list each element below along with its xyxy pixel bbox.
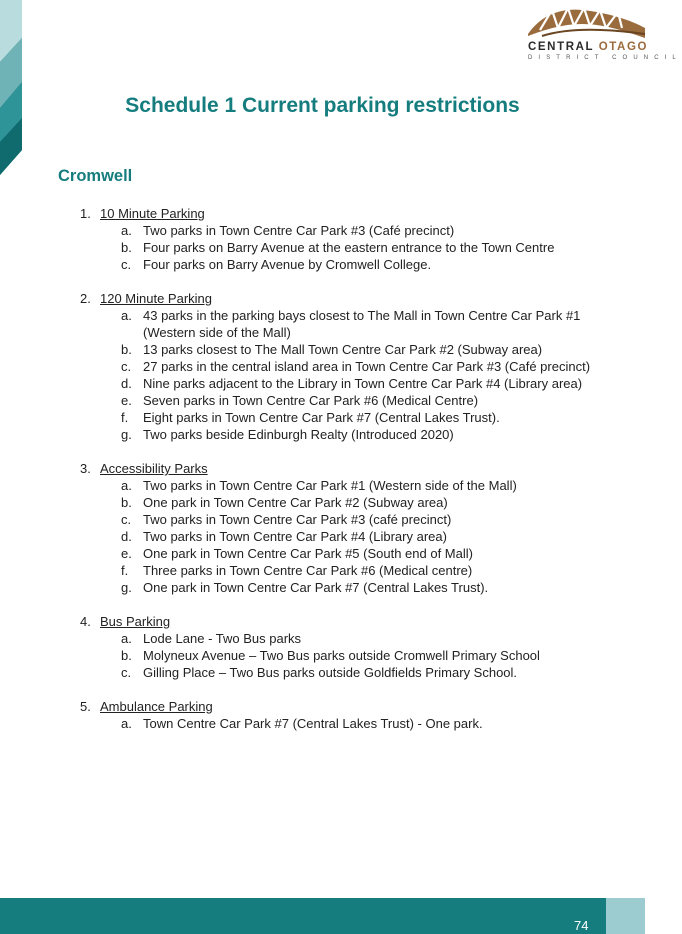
list-item [0, 426, 645, 443]
group-heading: 120 Minute Parking [100, 291, 213, 306]
group-number: 5. [80, 699, 91, 714]
list-item [0, 239, 645, 256]
item-letter: c. [121, 359, 132, 374]
item-letter: a. [121, 478, 132, 493]
item-letter: b. [121, 495, 132, 510]
item-letter: a. [121, 631, 132, 646]
item-text: Two parks in Town Centre Car Park #3 (café precinct) [143, 512, 452, 527]
item-letter: e. [121, 393, 132, 408]
item-text: Two parks in Town Centre Car Park #3 (Café precinct) [143, 223, 455, 238]
footer-accent-block [606, 898, 645, 934]
list-group-ambulance [0, 698, 645, 732]
list-group-bus [0, 613, 645, 681]
item-text: Four parks on Barry Avenue at the eastern entrance to the Town Centre [143, 240, 555, 255]
item-text: Three parks in Town Centre Car Park #6 (Medical centre) [143, 563, 473, 578]
group-number: 1. [80, 206, 91, 221]
corner-decoration [0, 0, 30, 175]
group-heading: Accessibility Parks [100, 461, 208, 476]
list-item [0, 528, 645, 545]
section-title: Cromwell [58, 167, 133, 185]
item-text: 27 parks in the central island area in Town Centre Car Park #3 (Café precinct) [143, 359, 591, 374]
list-item [0, 307, 645, 341]
item-text: Gilling Place – Two Bus parks outside Goldfields Primary School. [143, 665, 518, 680]
list-item [0, 494, 645, 511]
item-text: 43 parks in the parking bays closest to The Mall in Town Centre Car Park #1 (Western side of the Mall) [143, 308, 581, 340]
item-text: Eight parks in Town Centre Car Park #7 (Central Lakes Trust). [143, 410, 500, 425]
item-letter: f. [121, 410, 129, 425]
group-heading: 10 Minute Parking [100, 206, 205, 221]
list-group-accessibility [0, 460, 645, 596]
item-letter: e. [121, 546, 132, 561]
item-letter: a. [121, 223, 132, 238]
item-text: One park in Town Centre Car Park #5 (South end of Mall) [143, 546, 473, 561]
item-text: Two parks in Town Centre Car Park #1 (Western side of the Mall) [143, 478, 517, 493]
item-text: Two parks beside Edinburgh Realty (Introduced 2020) [143, 427, 454, 442]
item-letter: d. [121, 376, 132, 391]
list-item [0, 392, 645, 409]
list-item [0, 341, 645, 358]
item-letter: b. [121, 240, 132, 255]
item-letter: g. [121, 427, 132, 442]
item-letter: b. [121, 648, 132, 663]
item-text: 13 parks closest to The Mall Town Centre Car Park #2 (Subway area) [143, 342, 543, 357]
item-letter: b. [121, 342, 132, 357]
item-letter: a. [121, 308, 132, 323]
group-number: 2. [80, 291, 91, 306]
item-text: Four parks on Barry Avenue by Cromwell College. [143, 257, 432, 272]
item-letter: c. [121, 512, 132, 527]
list-item [0, 579, 645, 596]
item-letter: a. [121, 716, 132, 731]
list-item [0, 545, 645, 562]
list-item [0, 562, 645, 579]
item-text: Lode Lane - Two Bus parks [143, 631, 302, 646]
page-number: 74 [574, 918, 589, 933]
item-text: One park in Town Centre Car Park #2 (Subway area) [143, 495, 448, 510]
logo-subtitle: DISTRICT COUNCIL [528, 55, 682, 61]
list-item [0, 375, 645, 392]
group-number: 4. [80, 614, 91, 629]
council-logo [522, 4, 682, 66]
list-group-120-minute [0, 290, 645, 443]
list-item [0, 358, 645, 375]
group-heading: Bus Parking [100, 614, 171, 629]
list-item [0, 647, 645, 664]
item-text: Nine parks adjacent to the Library in Town Centre Car Park #4 (Library area) [143, 376, 583, 391]
list-item [0, 664, 645, 681]
list-item [0, 256, 645, 273]
item-text: One park in Town Centre Car Park #7 (Central Lakes Trust). [143, 580, 489, 595]
item-letter: d. [121, 529, 132, 544]
group-number: 3. [80, 461, 91, 476]
page-title: Schedule 1 Current parking restrictions [125, 94, 520, 117]
item-text: Seven parks in Town Centre Car Park #6 (Medical Centre) [143, 393, 479, 408]
group-heading: Ambulance Parking [100, 699, 213, 714]
item-letter: c. [121, 257, 132, 272]
list-group-10-minute [0, 205, 645, 273]
parking-list [0, 205, 645, 749]
item-text: Molyneux Avenue – Two Bus parks outside Cromwell Primary School [143, 648, 540, 663]
page-footer [0, 898, 645, 934]
list-item [0, 715, 645, 732]
mountain-logo-icon [522, 4, 645, 40]
list-item [0, 477, 645, 494]
list-item [0, 409, 645, 426]
item-text: Two parks in Town Centre Car Park #4 (Library area) [143, 529, 447, 544]
logo-wordmark: CENTRAL OTAGO [528, 41, 649, 53]
item-letter: g. [121, 580, 132, 595]
item-text: Town Centre Car Park #7 (Central Lakes Trust) - One park. [143, 716, 483, 731]
item-letter: c. [121, 665, 132, 680]
list-item [0, 630, 645, 647]
list-item [0, 511, 645, 528]
list-item [0, 222, 645, 239]
item-letter: f. [121, 563, 129, 578]
